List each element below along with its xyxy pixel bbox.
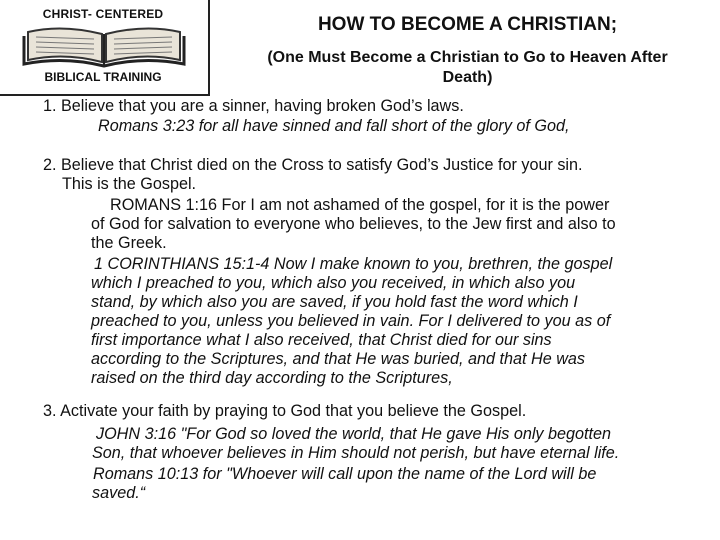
text-line: of God for salvation to everyone who believes, to the Jew first and also to [91,215,616,233]
text-line: 1 CORINTHIANS 15:1-4 Now I make known to you, brethren, the gospel [94,255,613,273]
text-line: Son, that whoever believes in Him should not perish, but have eternal life. [92,444,620,462]
text-line: stand, by which also you are saved, if you hold fast the word which I [91,293,578,311]
open-bible-icon [22,22,186,68]
step-2-verse-1-corinthians-15 [91,255,612,388]
subtitle-line: Death) [442,69,493,86]
text-line: This is the Gospel. [62,175,197,193]
step-1-heading [43,97,464,116]
step-3-verse-john-3-16 [92,425,619,463]
text-line: saved.“ [92,484,146,502]
text-line: raised on the third day according to the Scriptures, [91,369,453,387]
subtitle-line: (One Must Become a Christian to Go to Heaven After [267,49,668,66]
text-line: the Greek. [91,234,167,252]
step-2-heading [43,156,583,194]
page-subtitle [215,48,720,88]
step-3-heading [43,402,526,421]
page-title: HOW TO BECOME A CHRISTIAN; [317,14,618,35]
text-line: 2. Believe that Christ died on the Cross to satisfy God’s Justice for your sin. [43,156,583,174]
text-line: Romans 3:23 for all have sinned and fall short of the glory of God, [98,117,570,135]
step-3-verse-romans-10-13 [92,465,596,503]
logo [0,0,210,96]
text-line: first importance what I also received, that Christ died for our sins [91,331,552,349]
text-line: 1. Believe that you are a sinner, having broken God’s laws. [43,97,464,115]
text-line: preached to you, unless you believed in vain. For I delivered to you as of [91,312,611,330]
step-2-verse-romans-1-16 [91,196,616,253]
step-1-verse-romans-3-23 [98,117,570,136]
text-line: ROMANS 1:16 For I am not ashamed of the gospel, for it is the power [110,196,610,214]
logo-top-text: CHRIST- CENTERED [42,7,164,21]
text-line: 3. Activate your faith by praying to God that you believe the Gospel. [43,402,527,420]
logo-bottom-text: BIBLICAL TRAINING [44,70,162,84]
text-line: JOHN 3:16 "For God so loved the world, that He gave His only begotten [96,425,612,443]
text-line: according to the Scriptures, and that He was buried, and that He was [91,350,585,368]
text-line: Romans 10:13 for "Whoever will call upon the name of the Lord will be [93,465,597,483]
text-line: which I preached to you, which also you received, in which also you [91,274,576,292]
